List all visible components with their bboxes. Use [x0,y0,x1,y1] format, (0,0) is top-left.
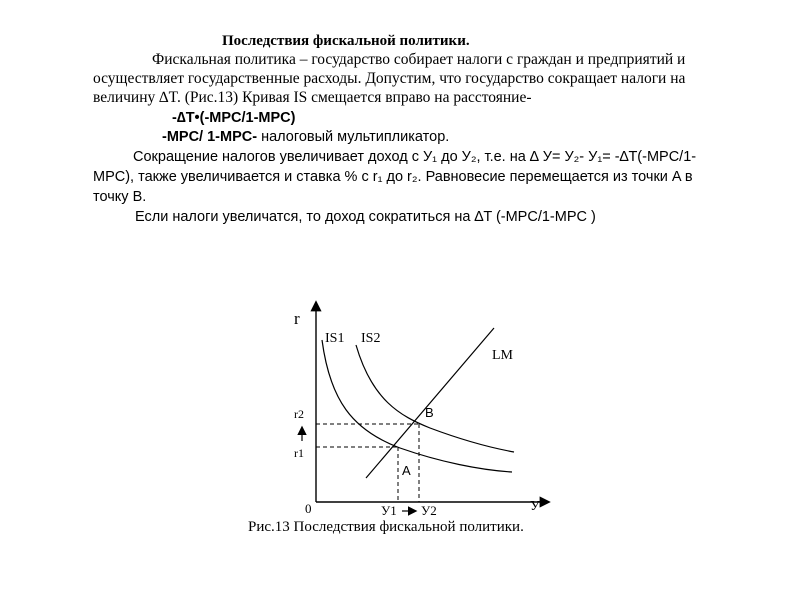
formula-tax-shift: -∆T•(-MPC/1-MPC) [172,110,296,126]
x-axis-label: У [530,499,540,514]
multiplier-text: налоговый мультипликатор. [261,129,450,145]
paragraph2-line3: точку B. [93,189,147,205]
is2-label: IS2 [361,331,381,346]
paragraph2-line1: Сокращение налогов увеличивает доход с У₁ до У₂, т.е. на ∆ У= У₂- У₁= -∆T(-MPC/1- [133,149,697,165]
point-a-label: A [402,463,411,478]
paragraph1-line3: величину ∆T. (Рис.13) Кривая IS смещается вправо на расстояние- [93,89,532,106]
paragraph2-line2: MPC), также увеличивается и ставка % с r₁ до r₂. Равновесие перемещается из точки A в [93,169,693,185]
page-title: Последствия фискальной политики. [222,33,470,49]
lm-label: LM [492,348,513,363]
paragraph3-line1: Если налоги увеличатся, то доход сократиться на ∆T (-MPC/1-MPC ) [135,209,596,225]
r2-label: r2 [294,407,304,421]
is1-curve [322,340,512,472]
is1-label: IS1 [325,331,345,346]
lm-curve [366,328,494,478]
is2-curve [356,345,514,452]
paragraph1-line1: Фискальная политика – государство собирает налоги с граждан и предприятий и [152,51,686,68]
y1-label: У1 [381,503,397,518]
multiplier-formula: -MPC/ 1-MPC- [162,129,258,145]
origin-label: 0 [305,501,312,516]
figure-caption: Рис.13 Последствия фискальной политики. [248,519,524,535]
y2-label: У2 [421,503,437,518]
y-axis-label: r [294,309,300,328]
r1-label: r1 [294,446,304,460]
paragraph1-line2: осуществляет государственные расходы. Допустим, что государство сокращает налоги на [93,70,686,87]
point-b-label: B [425,405,434,420]
